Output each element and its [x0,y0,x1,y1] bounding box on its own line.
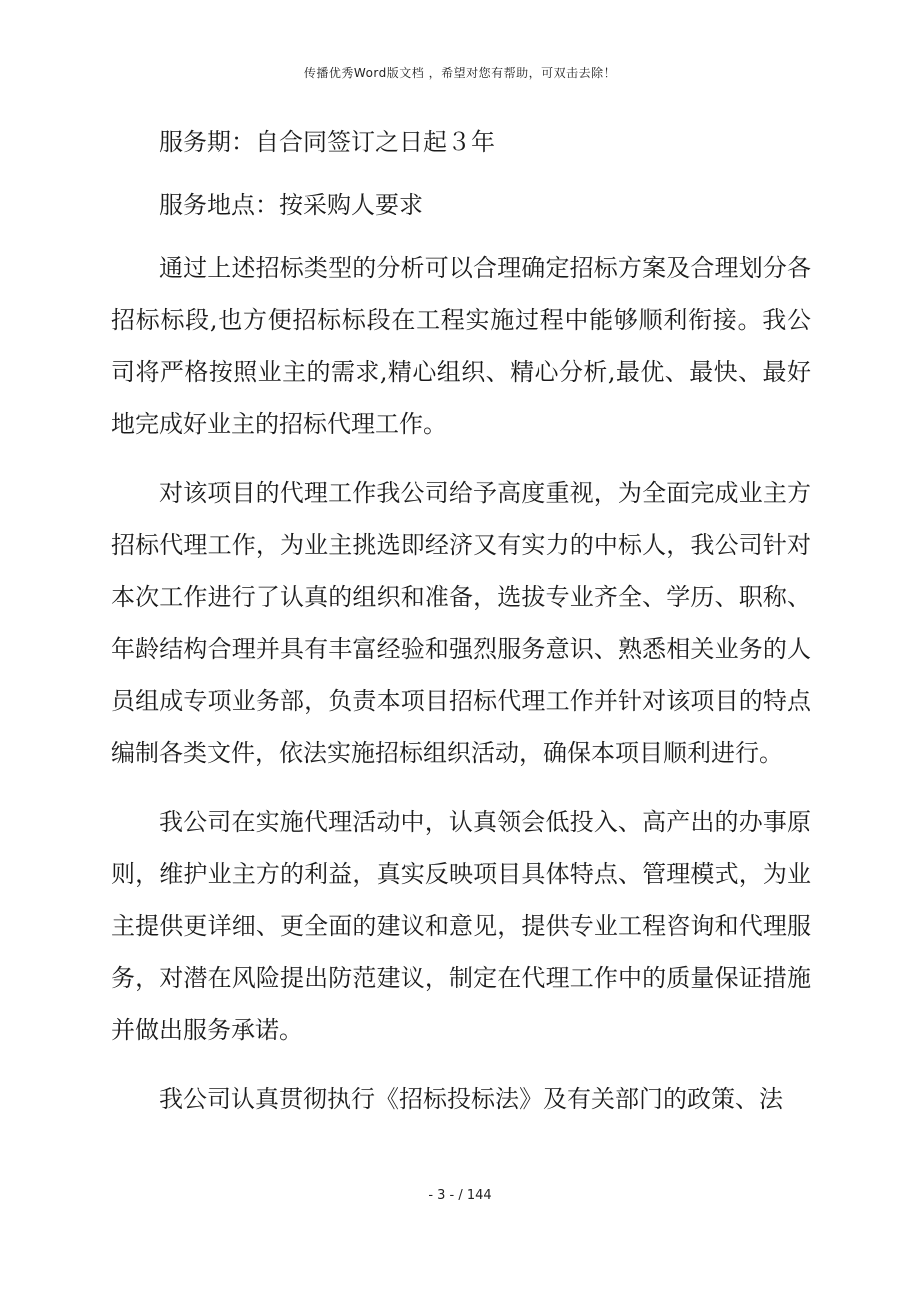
page-number: - 3 - / 144 [428,1188,492,1203]
paragraph-service-period: 服务期：自合同签订之日起３年 [159,128,495,156]
paragraph-service-location: 服务地点：按采购人要求 [159,191,423,219]
document-body [111,116,811,1125]
paragraph-tender-analysis: 通过上述招标类型的分析可以合理确定招标方案及合理划分各招标标段,也方便招标标段在工程实施过程中能够顺利衔接。我公司将严格按照业主的需求,精心组织、精心分析,最优、最快、最好地完成好业主的招标代理工作。 [111,254,811,438]
page-header: 传播优秀Word版文档 ，希望对您有帮助，可双击去除！ [303,66,617,80]
paragraph-agency-principles: 我公司在实施代理活动中，认真领会低投入、高产出的办事原则，维护业主方的利益，真实反映项目具体特点、管理模式，为业主提供更详细、更全面的建议和意见，提供专业工程咨询和代理服务，对潜在风险提出防范建议，制定在代理工作中的质量保证措施并做出服务承诺。 [111,808,811,1044]
paragraph-law-compliance: 我公司认真贯彻执行《招标投标法》及有关部门的政策、法 [159,1085,783,1113]
paragraph-project-emphasis: 对该项目的代理工作我公司给予高度重视，为全面完成业主方招标代理工作，为业主挑选即经济又有实力的中标人，我公司针对本次工作进行了认真的组织和准备，选拔专业齐全、学历、职称、年龄结构合理并具有丰富经验和强烈服务意识、熟悉相关业务的人员组成专项业务部，负责本项目招标代理工作并针对该项目的特点编制各类文件，依法实施招标组织活动，确保本项目顺利进行。 [111,479,811,767]
